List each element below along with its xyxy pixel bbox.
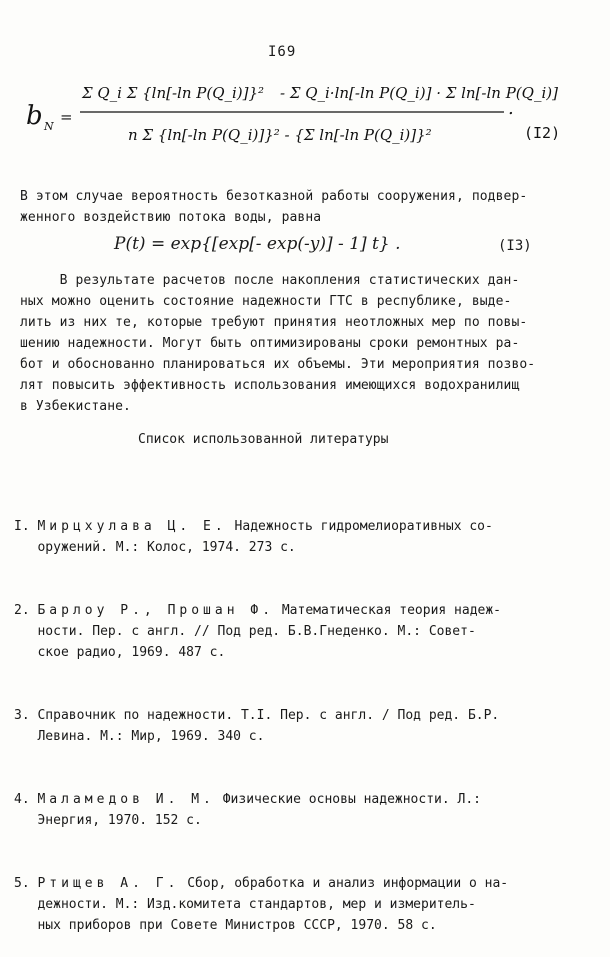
reference-author: Ртищев А. Г.	[37, 876, 180, 891]
references-heading: Список использованной литературы	[138, 432, 389, 447]
formula-equals: =	[60, 108, 73, 126]
svg-text:.: .	[508, 98, 514, 119]
text-line: лят повысить эффективность использования имеющихся водохранилищ	[20, 378, 520, 393]
text-line: В результате расчетов после накопления статистических дан-	[20, 273, 520, 288]
reference-author: Барлоу Р., Прошан Ф.	[37, 603, 275, 618]
reference-item: I. Мирцхулава Ц. Е. Надежность гидромелиоративных со- оружений. М.: Колос, 1974. 273 с.	[14, 519, 493, 555]
paragraph-2	[20, 270, 580, 417]
formula-13: P(t) = exp{[exp[- exp(-y)] - 1] t} .	[114, 234, 401, 254]
formula-numerator-2: - Σ Q_i·ln[-ln P(Q_i)] · Σ ln[-ln P(Q_i)]	[280, 84, 558, 102]
text-line: женного воздействию потока воды, равна	[20, 210, 322, 225]
reference-author: Маламедов И. М.	[37, 792, 215, 807]
formula-12-number: (I2)	[524, 124, 561, 142]
formula-12	[22, 62, 592, 172]
formula-12-graphic	[22, 62, 592, 172]
reference-item: 4. Маламедов И. М. Физические основы надежности. Л.: Энергия, 1970. 152 с.	[14, 792, 481, 828]
text-line: В этом случае вероятность безотказной работы сооружения, подвер-	[20, 189, 528, 204]
references-list	[14, 474, 594, 957]
paragraph-1	[20, 186, 580, 228]
reference-item: 5. Ртищев А. Г. Сбор, обработка и анализ информации о на- дежности. М.: Изд.комитета стандартов, мер и измеритель- ных приборов при Совете Министров СССР, 1970. 58 с.	[14, 876, 509, 933]
page-number: I69	[268, 44, 297, 60]
reference-author: Мирцхулава Ц. Е.	[37, 519, 227, 534]
reference-item: 3. Справочник по надежности. Т.I. Пер. с англ. / Под ред. Б.Р. Левина. М.: Мир, 1969. 340 с.	[14, 708, 500, 744]
reference-item: 2. Барлоу Р., Прошан Ф. Математическая теория надеж- ности. Пер. с англ. // Под ред. Б.В.Гнеденко. М.: Совет- ское радио, 1969. 487 с.	[14, 603, 502, 660]
formula-numerator-1: Σ Q_i Σ {ln[-ln P(Q_i)]}²	[82, 84, 265, 102]
formula-denominator: n Σ {ln[-ln P(Q_i)]}² - {Σ ln[-ln P(Q_i)]}²	[128, 126, 432, 144]
text-line: лить из них те, которые требуют принятия неотложных мер по повы-	[20, 315, 528, 330]
text-line: ных можно оценить состояние надежности ГТС в республике, выде-	[20, 294, 512, 309]
text-line: в Узбекистане.	[20, 399, 131, 414]
formula-13-number: (I3)	[498, 238, 532, 254]
formula-lhs-sub: N	[44, 120, 54, 133]
formula-lhs: b	[26, 101, 43, 131]
text-line: бот и обоснованно планироваться их объемы. Эти мероприятия позво-	[20, 357, 536, 372]
text-line: шению надежности. Могут быть оптимизированы сроки ремонтных ра-	[20, 336, 520, 351]
